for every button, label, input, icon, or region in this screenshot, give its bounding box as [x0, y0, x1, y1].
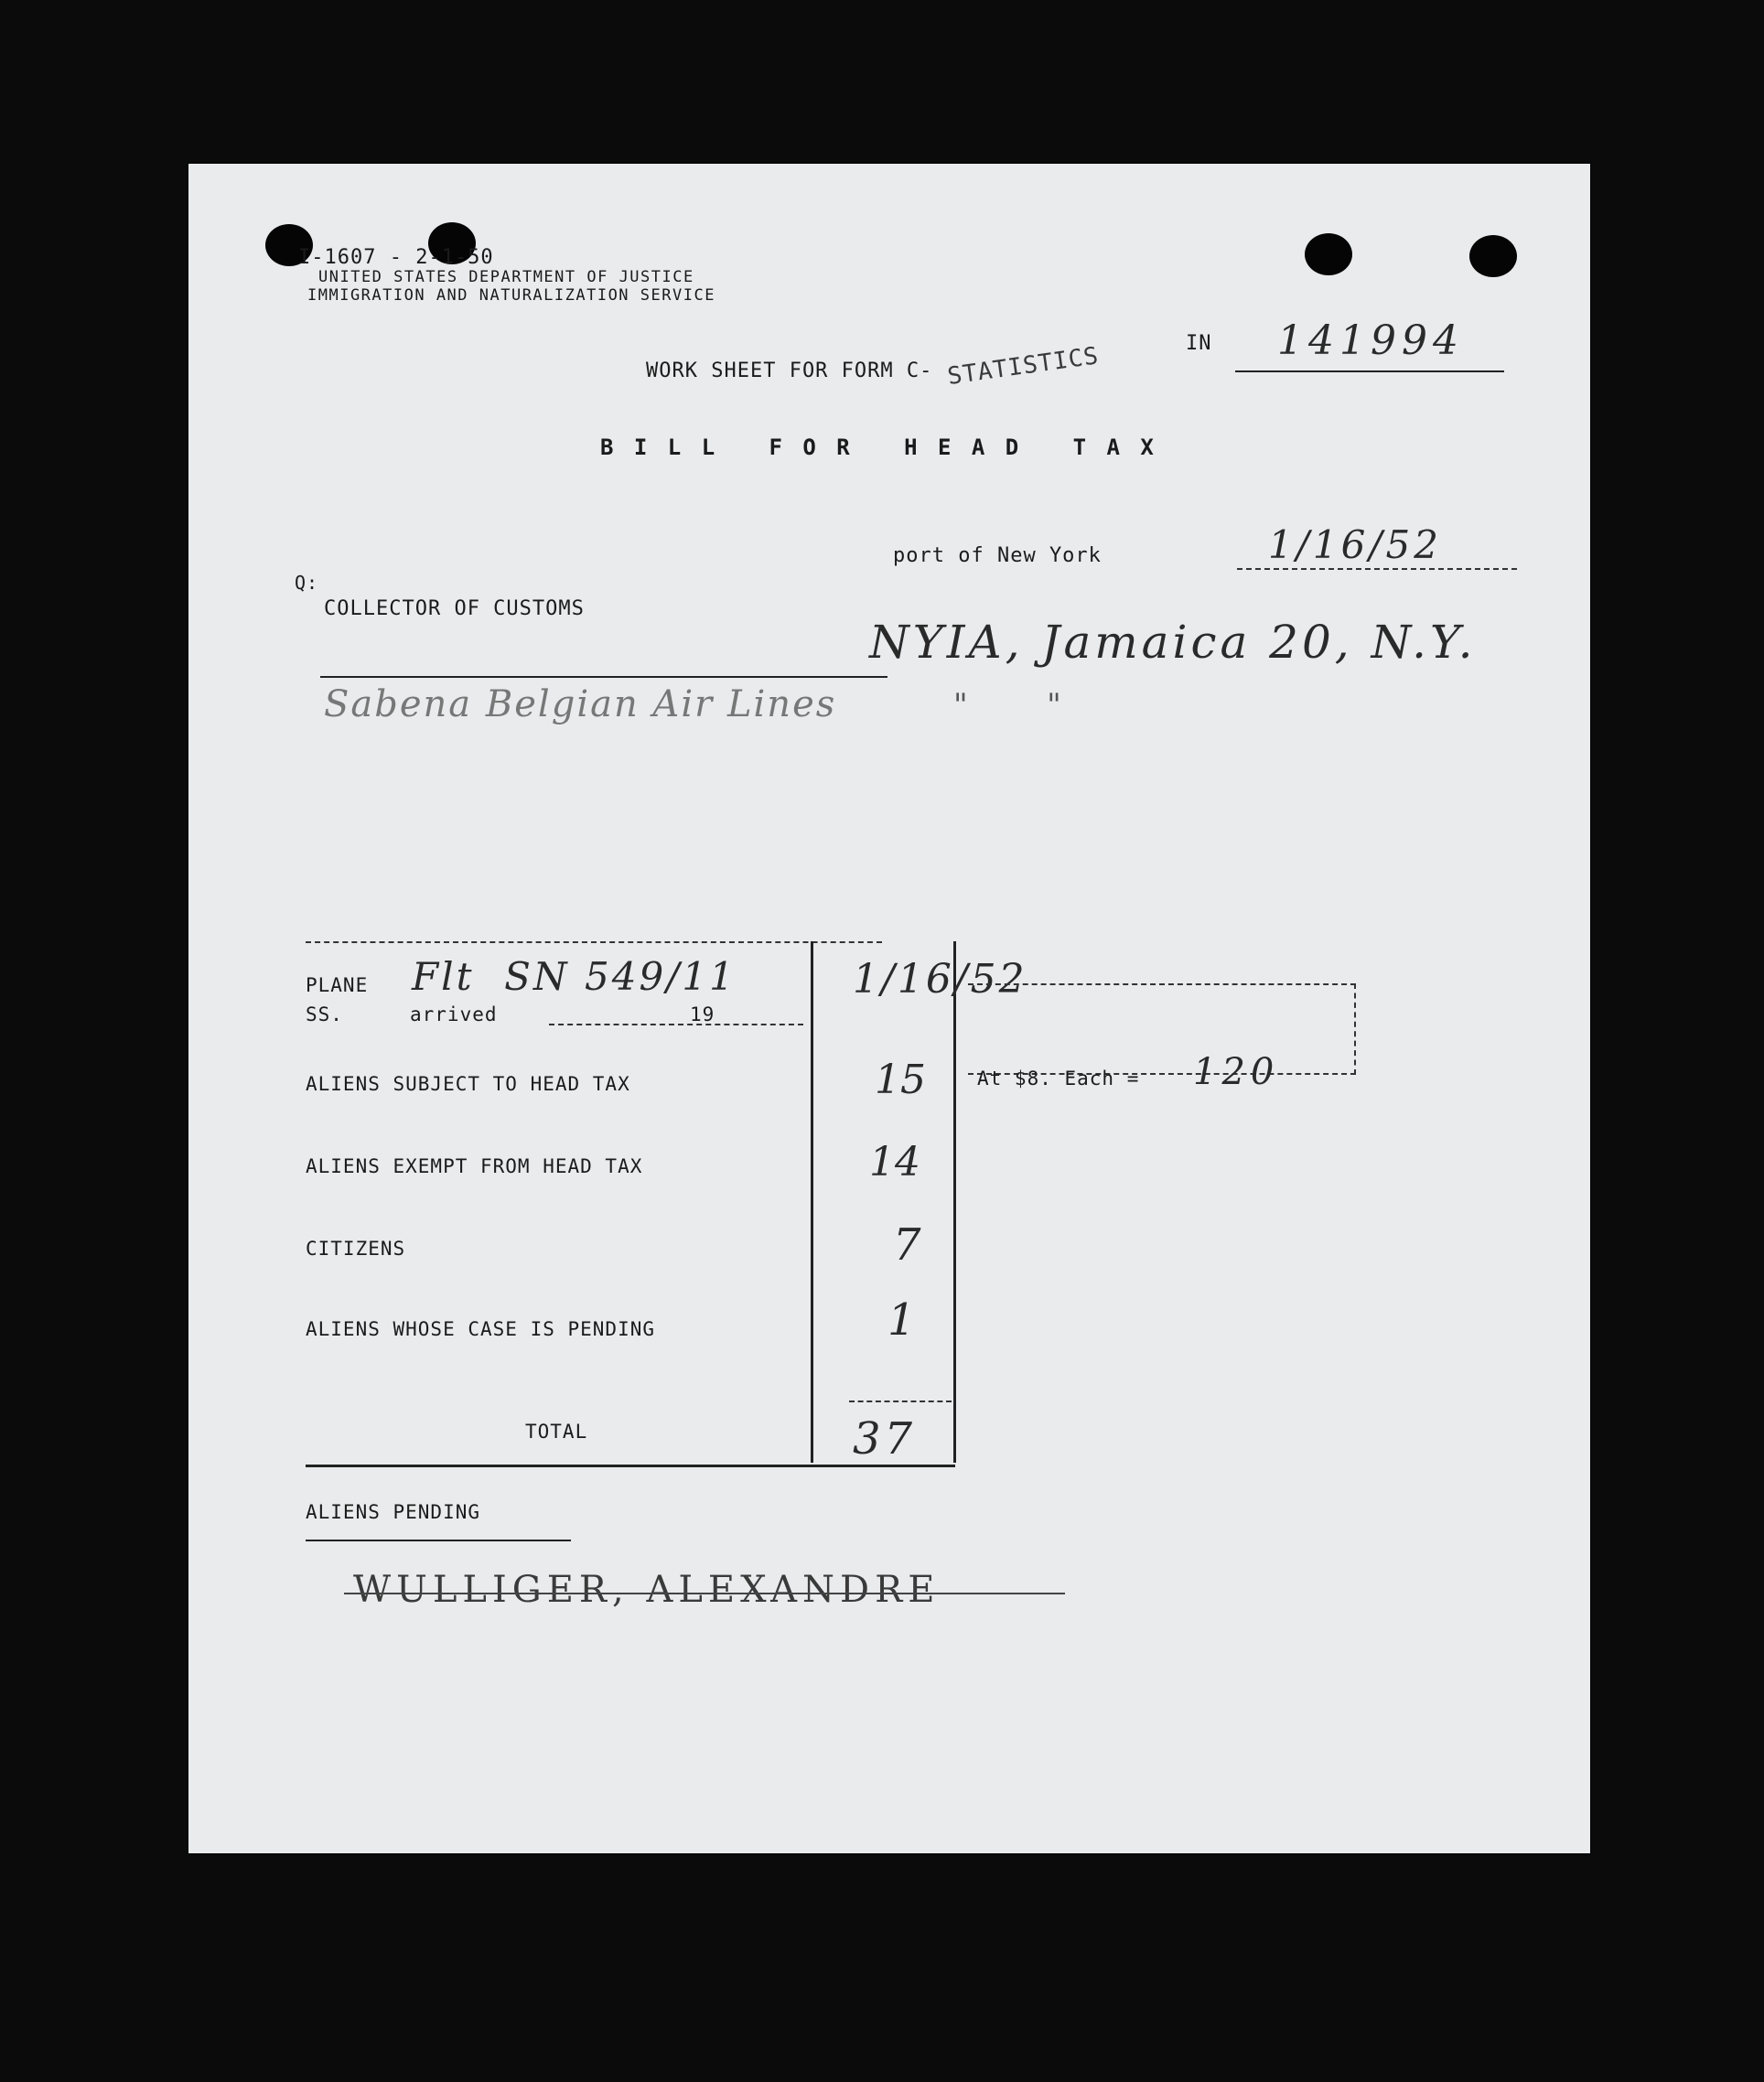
total-separator-line: [849, 1401, 952, 1402]
in-number: 141994: [1277, 317, 1464, 364]
aliens-pending-label: ALIENS PENDING: [306, 1501, 481, 1523]
service-name: IMMIGRATION AND NATURALIZATION SERVICE: [307, 286, 715, 305]
pending-name-strike: [344, 1593, 1065, 1594]
arrived-line: [549, 1024, 803, 1025]
rate-amount: 120: [1193, 1051, 1280, 1093]
rate-box-right: [1354, 983, 1356, 1075]
collector-line: [320, 676, 887, 678]
citizens-value: 7: [893, 1219, 921, 1271]
aliens-subject-value: 15: [875, 1057, 926, 1103]
rate-box-top: [968, 983, 1356, 985]
total-value: 37: [853, 1413, 917, 1465]
flight-value: Flt SN 549/11: [412, 954, 737, 999]
collector-label: COLLECTOR OF CUSTOMS: [324, 597, 585, 620]
arrived-label: arrived: [410, 1003, 498, 1025]
form-number: I-1607 - 2-1-50: [298, 246, 494, 269]
aliens-pending-case-value: 1: [887, 1294, 916, 1346]
pending-alien-name: WULLIGER, ALEXANDRE: [353, 1569, 941, 1611]
aliens-pending-case-label: ALIENS WHOSE CASE IS PENDING: [306, 1318, 656, 1340]
aliens-exempt-value: 14: [869, 1139, 920, 1186]
port-date: 1/16/52: [1268, 522, 1442, 567]
department-name: UNITED STATES DEPARTMENT OF JUSTICE: [318, 268, 694, 286]
carrier-handwritten: Sabena Belgian Air Lines: [324, 683, 837, 725]
arrival-date: 1/16/52: [853, 956, 1027, 1003]
ditto-marks: " ": [953, 687, 1061, 724]
in-number-line: [1235, 370, 1504, 372]
citizens-label: CITIZENS: [306, 1238, 406, 1260]
total-label: TOTAL: [525, 1421, 588, 1443]
in-label: IN: [1186, 332, 1212, 355]
aliens-pending-underline: [306, 1540, 571, 1541]
port-label: port of New York: [893, 544, 1102, 567]
year-prefix: 19: [690, 1003, 715, 1025]
bill-title: B I L L F O R H E A D T A X: [600, 435, 1157, 460]
aliens-subject-label: ALIENS SUBJECT TO HEAD TAX: [306, 1073, 630, 1095]
port-date-line: [1237, 568, 1517, 570]
rate-label: At $8. Each =: [977, 1068, 1140, 1089]
location-handwritten: NYIA, Jamaica 20, N.Y.: [869, 616, 1477, 669]
statistics-stamp: STATISTICS: [945, 342, 1101, 391]
plane-label: PLANE: [306, 974, 369, 996]
punch-hole-right-2: [1469, 235, 1517, 277]
table-bottom-line: [306, 1465, 955, 1467]
punch-hole-right-1: [1305, 233, 1352, 275]
table-top-line: [306, 941, 882, 943]
table-divider-left: [811, 941, 813, 1463]
aliens-exempt-label: ALIENS EXEMPT FROM HEAD TAX: [306, 1155, 643, 1177]
to-label: Q:: [295, 572, 319, 594]
worksheet-title: WORK SHEET FOR FORM C-: [646, 360, 933, 382]
document-page: [188, 164, 1590, 1853]
table-divider-right: [953, 941, 956, 1463]
ss-label: SS.: [306, 1003, 343, 1025]
